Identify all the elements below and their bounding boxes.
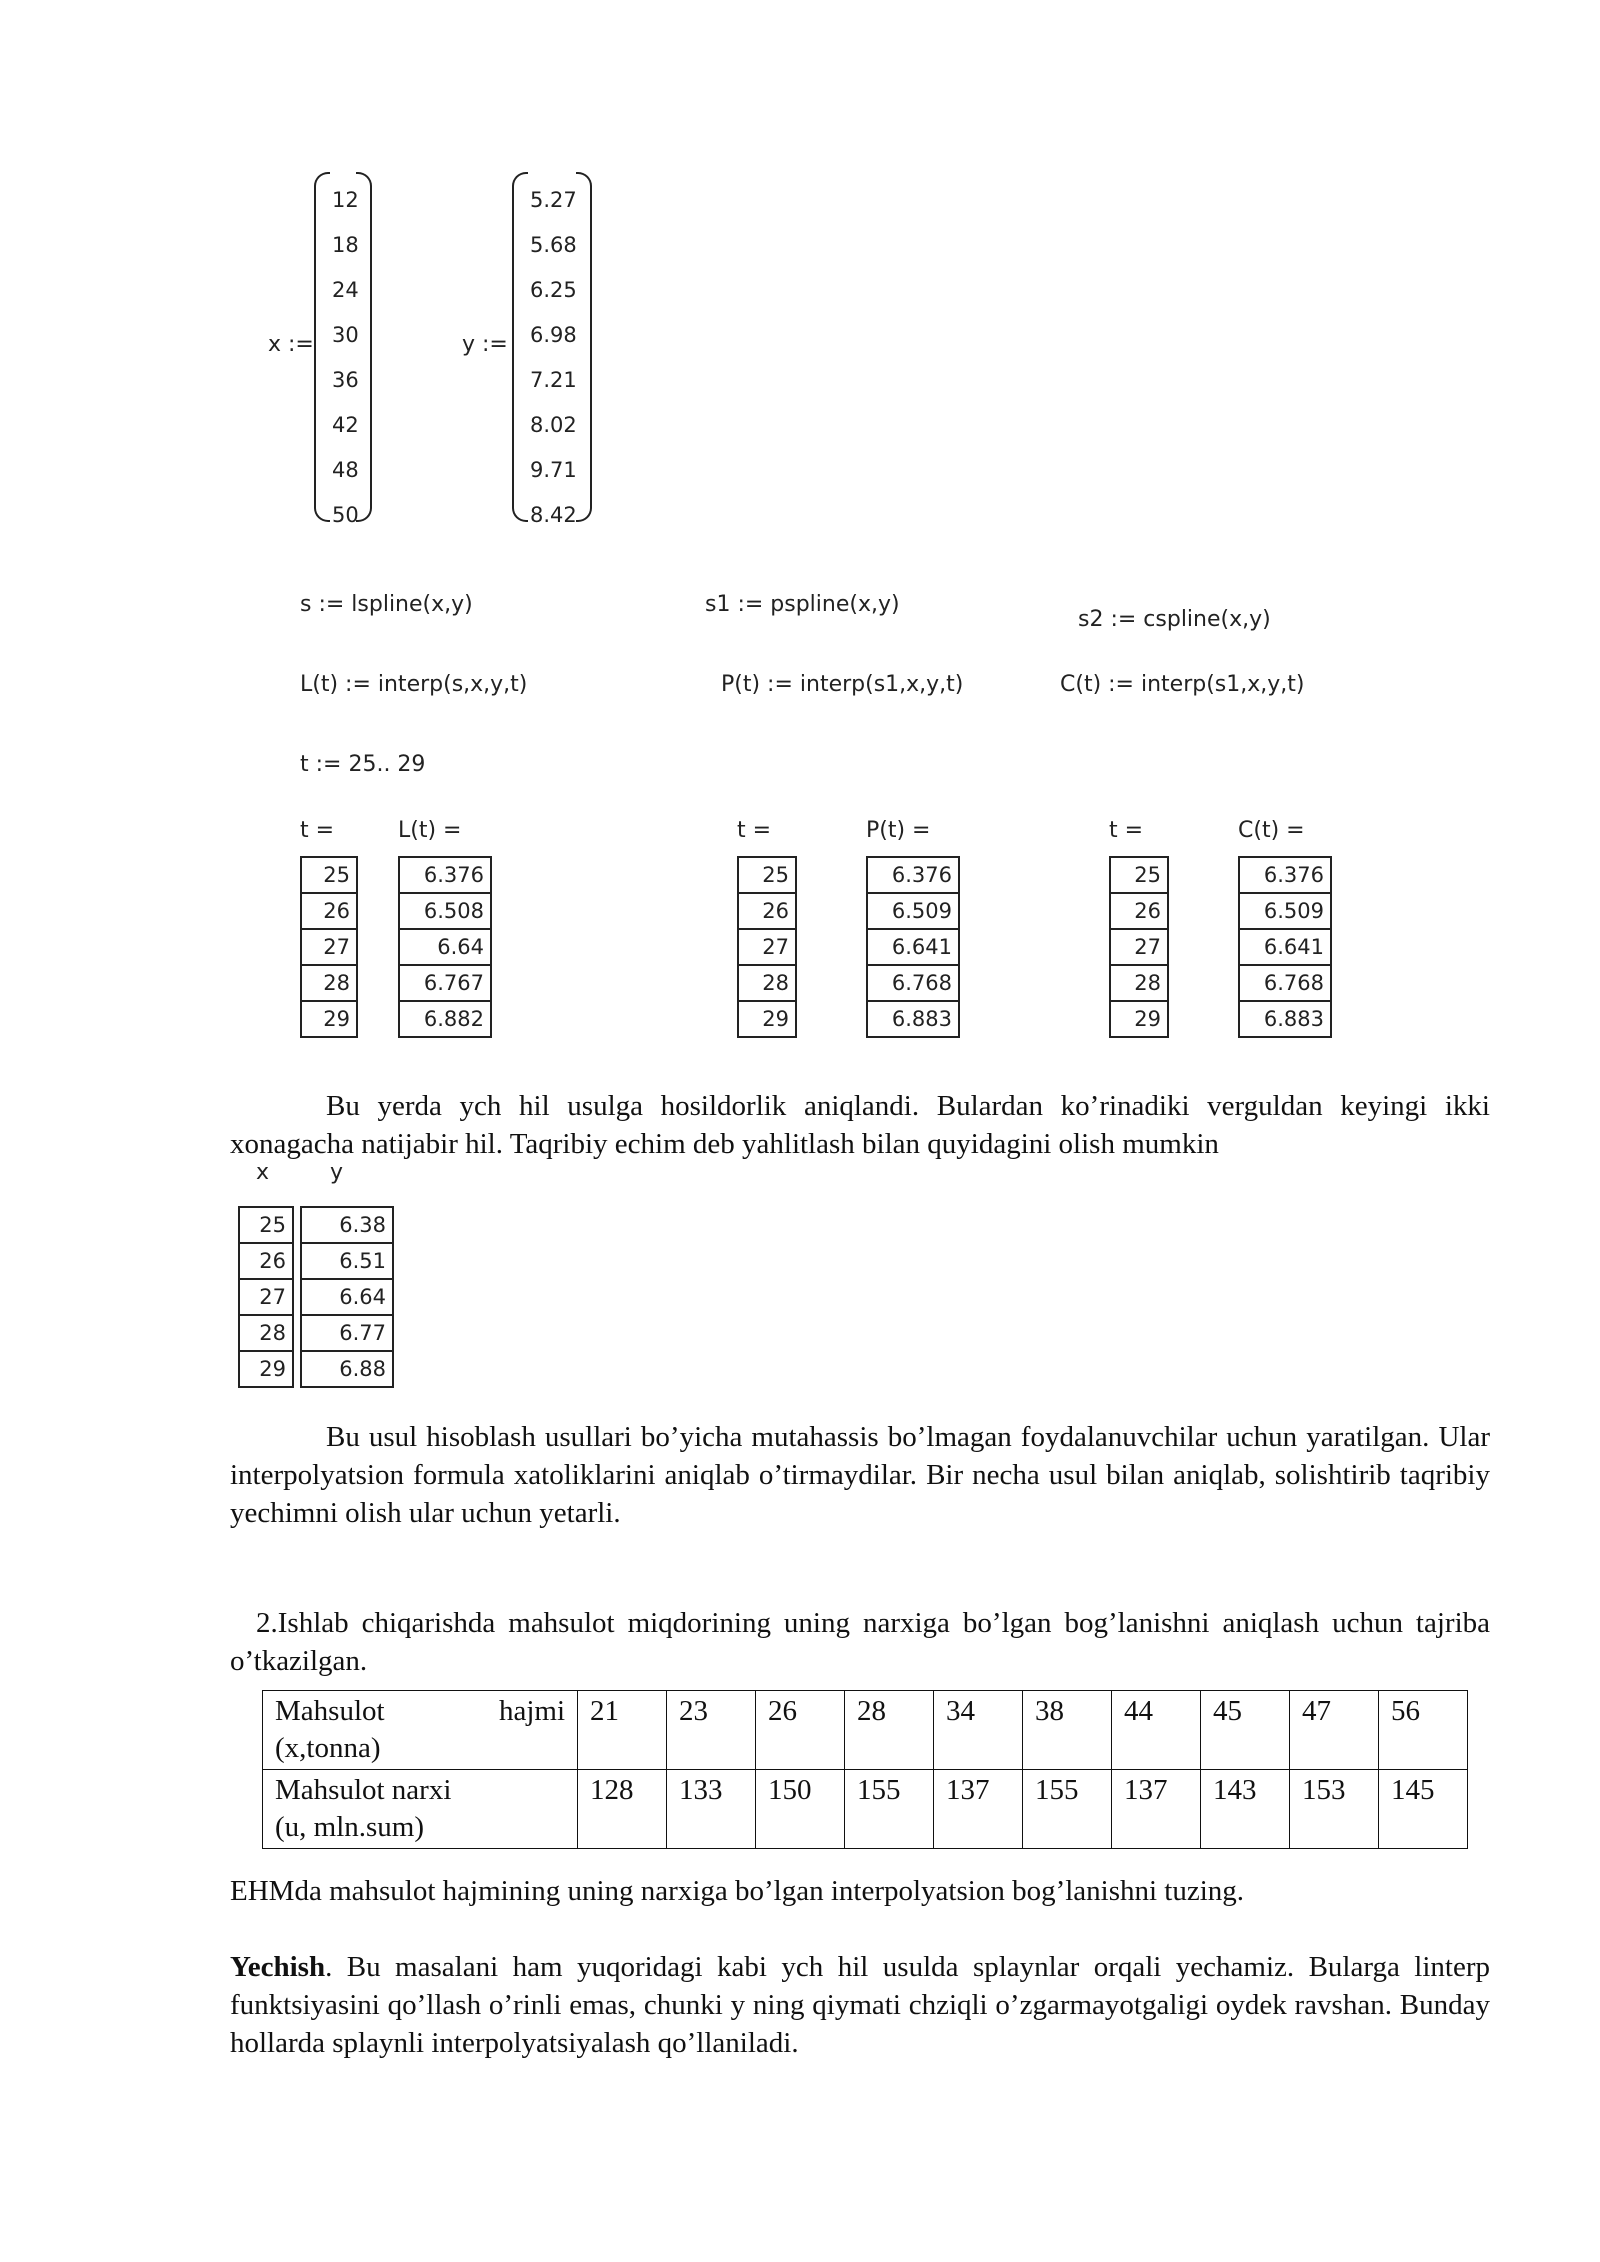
solution-label: Yechish <box>230 1951 326 1983</box>
table-row <box>301 1351 393 1387</box>
table-cell: 6.376 <box>399 857 491 893</box>
table-cell: 21 <box>578 1691 667 1770</box>
table-row <box>399 1001 491 1037</box>
table-row <box>263 1770 1468 1849</box>
x-vector <box>314 172 372 527</box>
table-row <box>738 965 796 1001</box>
paragraph-result-comment: Bu yerda ych hil usulga hosildorlik aniqlandi. Bulardan ko’rinadiki verguldan keyingi ikki xonagacha natijabir hil. Taqribiy echim deb yahlitlash bilan quyidagini olish mumkin <box>230 1090 1490 1160</box>
task-statement: EHMda mahsulot hajmining uning narxiga bo’lgan interpolyatsion bog’lanishni tuzing. <box>230 1875 1245 1907</box>
table-cell: 6.509 <box>1239 893 1331 929</box>
table-cell: 155 <box>845 1770 934 1849</box>
table-row <box>239 1351 293 1387</box>
table-cell: 27 <box>301 929 357 965</box>
table-cell: 6.51 <box>301 1243 393 1279</box>
rounded-y-table <box>300 1206 394 1388</box>
table-cell: 155 <box>1023 1770 1112 1849</box>
table-row <box>263 1691 1468 1770</box>
result-L-t-header: t = <box>300 818 335 843</box>
table-row <box>867 893 959 929</box>
table-cell: 6.883 <box>867 1001 959 1037</box>
solution-paragraph: Yechish. Bu masalani ham yuqoridagi kabi ych hil usulda splaynlar orqali yechamiz. Bularga linterp funktsiyasini qo’llash o’rinli emas, chunki y ning qiymati chziqli o’zgarmayotgaligi oydek ravshan. Bunday hollarda splaynli interpolyatsiyalash qo’llaniladi. <box>230 1951 1490 2059</box>
table-row <box>301 1207 393 1243</box>
table-cell: 26 <box>756 1691 845 1770</box>
table-cell: 27 <box>1110 929 1168 965</box>
table-cell: 25 <box>1110 857 1168 893</box>
table-cell: 23 <box>667 1691 756 1770</box>
table-row <box>239 1207 293 1243</box>
result-L-f-table <box>398 856 492 1038</box>
formula-t-range: t := 25.. 29 <box>300 752 426 777</box>
table-cell: 150 <box>756 1770 845 1849</box>
table-cell: 29 <box>1110 1001 1168 1037</box>
table-cell: 6.641 <box>867 929 959 965</box>
table-cell: 6.768 <box>867 965 959 1001</box>
vector-element: 50 <box>332 503 359 527</box>
table-cell: 26 <box>239 1243 293 1279</box>
table-cell: 29 <box>738 1001 796 1037</box>
vector-element: 5.68 <box>530 233 577 257</box>
table-cell: 28 <box>738 965 796 1001</box>
table-cell: 6.508 <box>399 893 491 929</box>
table-row <box>1239 965 1331 1001</box>
result-C-t-table <box>1109 856 1169 1038</box>
table-row <box>301 893 357 929</box>
table-cell: 128 <box>578 1770 667 1849</box>
table-cell: 25 <box>301 857 357 893</box>
y-vector-label: y := <box>462 332 508 357</box>
table-cell: 26 <box>1110 893 1168 929</box>
table-cell: 25 <box>738 857 796 893</box>
table-cell: 38 <box>1023 1691 1112 1770</box>
row-header-price: Mahsulot narxi (u, mln.sum) <box>263 1770 578 1849</box>
formula-lspline: s := lspline(x,y) <box>300 592 473 617</box>
row-header-volume: Mahsulot hajmi (x,tonna) <box>263 1691 578 1770</box>
table-cell: 27 <box>239 1279 293 1315</box>
table-cell: 27 <box>738 929 796 965</box>
table-cell: 6.641 <box>1239 929 1331 965</box>
vector-element: 30 <box>332 323 359 347</box>
table-cell: 137 <box>934 1770 1023 1849</box>
table-cell: 29 <box>301 1001 357 1037</box>
table-row <box>399 893 491 929</box>
table-row <box>867 1001 959 1037</box>
table-cell: 26 <box>738 893 796 929</box>
table-row <box>399 929 491 965</box>
result-L-t-table <box>300 856 358 1038</box>
formula-L: L(t) := interp(s,x,y,t) <box>300 672 528 697</box>
table-row <box>1110 1001 1168 1037</box>
table-cell: 6.88 <box>301 1351 393 1387</box>
table-row <box>1110 965 1168 1001</box>
result-P-f-header: P(t) = <box>866 818 931 843</box>
result-L-f-header: L(t) = <box>398 818 462 843</box>
table-cell: 6.77 <box>301 1315 393 1351</box>
result-P-f-table <box>866 856 960 1038</box>
formula-cspline: s2 := cspline(x,y) <box>1078 607 1271 632</box>
vector-element: 8.02 <box>530 413 577 437</box>
table-cell: 6.883 <box>1239 1001 1331 1037</box>
table-row <box>738 857 796 893</box>
table-cell: 133 <box>667 1770 756 1849</box>
table-row <box>738 929 796 965</box>
table-cell: 25 <box>239 1207 293 1243</box>
vector-element: 12 <box>332 188 359 212</box>
table-cell: 56 <box>1379 1691 1468 1770</box>
table-cell: 28 <box>1110 965 1168 1001</box>
vector-element: 9.71 <box>530 458 577 482</box>
vector-element: 18 <box>332 233 359 257</box>
table-cell: 28 <box>239 1315 293 1351</box>
table-cell: 28 <box>845 1691 934 1770</box>
vector-element: 42 <box>332 413 359 437</box>
vector-element: 24 <box>332 278 359 302</box>
table-cell: 6.64 <box>399 929 491 965</box>
table-cell: 29 <box>239 1351 293 1387</box>
table-row <box>1110 929 1168 965</box>
table-row <box>239 1315 293 1351</box>
table-cell: 143 <box>1201 1770 1290 1849</box>
table-row <box>399 857 491 893</box>
x-vector-label: x := <box>268 332 314 357</box>
table-row <box>301 1279 393 1315</box>
table-row <box>301 929 357 965</box>
vector-element: 6.25 <box>530 278 577 302</box>
table-row <box>1239 893 1331 929</box>
table-cell: 153 <box>1290 1770 1379 1849</box>
result-C-f-header: C(t) = <box>1238 818 1305 843</box>
production-data-table <box>262 1690 1468 1849</box>
table-row <box>867 929 959 965</box>
table-cell: 6.38 <box>301 1207 393 1243</box>
table-row <box>239 1243 293 1279</box>
table-cell: 137 <box>1112 1770 1201 1849</box>
result-C-t-header: t = <box>1109 818 1144 843</box>
y-vector <box>512 172 592 527</box>
y-vector-right-bracket <box>576 172 592 522</box>
table-cell: 6.882 <box>399 1001 491 1037</box>
table-row <box>399 965 491 1001</box>
rounded-x-header: x <box>256 1160 270 1185</box>
rounded-y-header: y <box>330 1160 344 1185</box>
formula-P: P(t) := interp(s1,x,y,t) <box>721 672 964 697</box>
table-row <box>301 965 357 1001</box>
vector-element: 7.21 <box>530 368 577 392</box>
table-cell: 6.64 <box>301 1279 393 1315</box>
paragraph-method-note: Bu usul hisoblash usullari bo’yicha mutahassis bo’lmagan foydalanuvchilar uchun yaratilgan. Ular interpolyatsion formula xatoliklarini aniqlab o’tirmaydilar. Bir necha usul bilan aniqlab, solishtirib taqribiy yechimni olish ular uchun yetarli. <box>230 1421 1490 1529</box>
table-row <box>301 1315 393 1351</box>
result-P-t-header: t = <box>737 818 772 843</box>
table-cell: 6.509 <box>867 893 959 929</box>
table-row <box>1239 929 1331 965</box>
formula-C: C(t) := interp(s1,x,y,t) <box>1060 672 1305 697</box>
table-row <box>867 857 959 893</box>
result-C-f-table <box>1238 856 1332 1038</box>
vector-element: 36 <box>332 368 359 392</box>
table-cell: 47 <box>1290 1691 1379 1770</box>
table-cell: 45 <box>1201 1691 1290 1770</box>
table-row <box>1239 1001 1331 1037</box>
formula-pspline: s1 := pspline(x,y) <box>705 592 900 617</box>
table-row <box>239 1279 293 1315</box>
rounded-x-table <box>238 1206 294 1388</box>
vector-element: 6.98 <box>530 323 577 347</box>
table-cell: 34 <box>934 1691 1023 1770</box>
table-row <box>301 1243 393 1279</box>
vector-element: 5.27 <box>530 188 577 212</box>
table-row <box>301 857 357 893</box>
table-row <box>301 1001 357 1037</box>
table-cell: 6.376 <box>867 857 959 893</box>
problem-2-statement: 2.Ishlab chiqarishda mahsulot miqdorining uning narxiga bo’lgan bog’lanishni aniqlash uchun tajriba o’tkazilgan. <box>230 1607 1490 1677</box>
table-cell: 6.768 <box>1239 965 1331 1001</box>
table-row <box>867 965 959 1001</box>
table-cell: 44 <box>1112 1691 1201 1770</box>
table-row <box>1239 857 1331 893</box>
table-row <box>738 1001 796 1037</box>
result-P-t-table <box>737 856 797 1038</box>
table-cell: 6.767 <box>399 965 491 1001</box>
table-cell: 145 <box>1379 1770 1468 1849</box>
table-row <box>1110 857 1168 893</box>
table-row <box>1110 893 1168 929</box>
vector-element: 8.42 <box>530 503 577 527</box>
table-cell: 6.376 <box>1239 857 1331 893</box>
table-cell: 28 <box>301 965 357 1001</box>
y-vector-left-bracket <box>512 172 528 522</box>
table-cell: 26 <box>301 893 357 929</box>
table-row <box>738 893 796 929</box>
x-vector-left-bracket <box>314 172 330 522</box>
vector-element: 48 <box>332 458 359 482</box>
